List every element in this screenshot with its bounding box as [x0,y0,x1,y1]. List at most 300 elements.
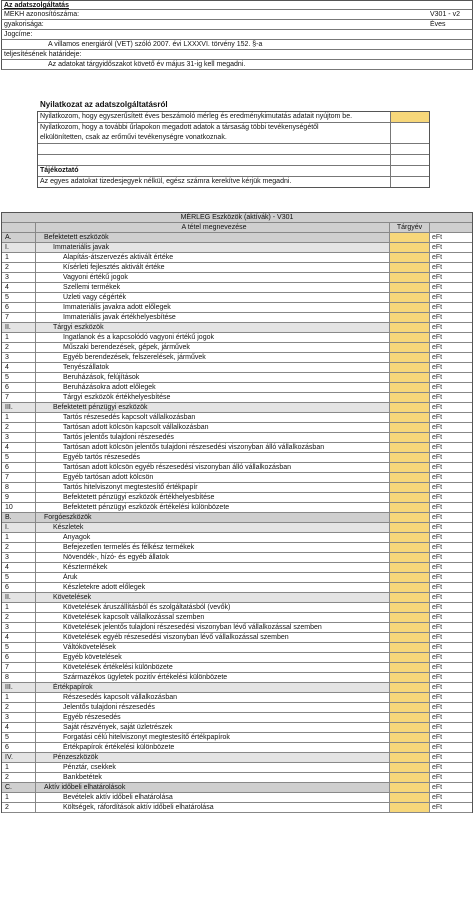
row-number: II. [2,323,36,332]
table-row [2,763,472,773]
declaration-row [38,144,429,155]
row-label: Tartósan adott kölcsön jelentős tulajdoni részesedési viszonyban álló vállalkozásban [63,444,325,451]
row-label: Aktív időbeli elhatárolások [44,784,126,791]
value-input-cell[interactable] [390,233,430,242]
table-title-row [2,213,472,223]
unit-label: eFt [432,244,443,251]
unit-label: eFt [432,504,443,511]
table-row [2,273,472,283]
row-number: 6 [2,383,36,392]
value-input-cell[interactable] [390,403,430,412]
row-name-cell [36,473,390,482]
unit-label: eFt [432,794,443,801]
table-row [2,783,472,793]
unit-label: eFt [432,354,443,361]
row-label: Követelések [53,594,92,601]
value-input-cell[interactable] [390,493,430,502]
row-label: Saját részvények, saját üzletrészek [63,724,173,731]
unit-label: eFt [432,594,443,601]
row-label: Értékpapírok értékelési különbözete [63,744,175,751]
row-number: 4 [2,363,36,372]
row-number: 6 [2,583,36,592]
table-row [2,753,472,763]
row-label: Pénztár, csekkek [63,764,116,771]
table-row [2,353,472,363]
declaration-text: Az egyes adatokat tizedesjegyek nélkül, egész számra kerekítve kérjük megadni. [40,178,292,185]
value-input-cell[interactable] [390,313,430,322]
value-input-cell[interactable] [390,303,430,312]
value-input-cell[interactable] [390,553,430,562]
row-number: 5 [2,733,36,742]
row-name-cell [36,623,390,632]
row-name-cell [36,543,390,552]
row-label: Növendék-, hízó- és egyéb állatok [63,554,169,561]
row-name-cell [36,503,390,512]
row-name-cell [36,713,390,722]
row-name-cell [36,483,390,492]
unit-label: eFt [432,584,443,591]
declaration-text: Tájékoztató [40,167,79,174]
row-number: 6 [2,463,36,472]
value-input-cell[interactable] [390,333,430,342]
row-name-cell [36,683,390,692]
value-input-cell[interactable] [390,593,430,602]
row-number: 2 [2,343,36,352]
row-number: 3 [2,553,36,562]
row-name-cell [36,733,390,742]
value-input-cell[interactable] [390,483,430,492]
row-number: 2 [2,803,36,812]
unit-label: eFt [432,454,443,461]
unit-label: eFt [432,444,443,451]
declaration-empty-cell [390,123,429,143]
header-row-legal [1,30,473,40]
row-number: 10 [2,503,36,512]
row-label: Követelések egyéb részesedési viszonyban lévő vállalkozással szemben [63,634,289,641]
row-number: I. [2,243,36,252]
row-label: Bankbetétek [63,774,102,781]
value-input-cell[interactable] [390,583,430,592]
row-number: A. [2,233,36,242]
row-number: 2 [2,543,36,552]
table-row [2,443,472,453]
unit-label: eFt [432,524,443,531]
row-name-cell [36,783,390,792]
row-number: 1 [2,333,36,342]
declaration-text: elkülönítetten, csak az erőművi tevékenységre vonatkoznak. [40,134,227,141]
value-input-cell[interactable] [390,723,430,732]
row-name-cell [36,383,390,392]
declaration-row [38,155,429,166]
row-name-cell [36,343,390,352]
value-input-cell[interactable] [390,633,430,642]
table-row [2,263,472,273]
value-input-cell[interactable] [390,273,430,282]
table-row [2,513,472,523]
value-input-cell[interactable] [390,663,430,672]
row-label: Vagyoni értékű jogok [63,274,128,281]
unit-label: eFt [432,434,443,441]
table-header-row [2,223,472,233]
row-name-cell [36,593,390,602]
row-number: II. [2,593,36,602]
row-name-cell [36,263,390,272]
row-number: 4 [2,443,36,452]
row-name-cell [36,553,390,562]
row-label: Tárgyi eszközök [53,324,104,331]
row-name-cell [36,413,390,422]
table-row [2,333,472,343]
declaration-text: Nyilatkozom, hogy egyszerűsített éves beszámoló mérleg és eredménykimutatás adatait nyújtom be. [40,113,353,120]
row-label: Egyéb berendezések, felszerelések, járművek [63,354,206,361]
value-input-cell[interactable] [390,543,430,552]
row-number: 2 [2,423,36,432]
value-input-cell[interactable] [390,703,430,712]
header-title: Az adatszolgáltatás [1,0,473,10]
row-number: 3 [2,353,36,362]
row-number: 9 [2,493,36,502]
table-row [2,573,472,583]
row-label: Tárgyi eszközök értékhelyesbítése [63,394,171,401]
header-legal-label: Jogcíme: [4,31,33,38]
row-number: 6 [2,653,36,662]
row-label: Alapítás-átszervezés aktivált értéke [63,254,174,261]
row-label: Pénzeszközök [53,754,99,761]
row-name-cell [36,563,390,572]
row-name-cell [36,273,390,282]
row-name-cell [36,773,390,782]
unit-label: eFt [432,604,443,611]
row-number: 1 [2,603,36,612]
table-title: MÉRLEG Eszközök (aktívák) - V301 [180,214,294,221]
row-label: Anyagok [63,534,91,541]
table-row [2,553,472,563]
unit-label: eFt [432,644,443,651]
table-row [2,523,472,533]
row-number: III. [2,403,36,412]
row-name-cell [36,293,390,302]
unit-label: eFt [432,474,443,481]
value-input-cell[interactable] [390,733,430,742]
unit-label: eFt [432,414,443,421]
value-input-cell[interactable] [390,383,430,392]
unit-label: eFt [432,324,443,331]
table-row [2,533,472,543]
row-label: Származékos ügyletek pozitív értékelési különbözete [63,674,228,681]
table-row [2,493,472,503]
table-row [2,403,472,413]
unit-label: eFt [432,374,443,381]
row-number: III. [2,683,36,692]
row-label: Befektetett pénzügyi eszközök [53,404,148,411]
row-label: Váltókövetelések [63,644,116,651]
header-frequency-value: Éves [430,21,446,28]
value-input-cell[interactable] [390,343,430,352]
table-row [2,673,472,683]
table-row [2,693,472,703]
table-row [2,373,472,383]
row-name-cell [36,653,390,662]
row-name-cell [36,723,390,732]
row-name-cell [36,633,390,642]
declaration-title: Nyilatkozat az adatszolgáltatásról [40,100,168,109]
value-input-cell[interactable] [390,753,430,762]
row-name-cell [36,793,390,802]
row-number: 6 [2,743,36,752]
declaration-row [38,177,429,187]
unit-label: eFt [432,394,443,401]
row-name-cell [36,523,390,532]
value-input-cell[interactable] [390,603,430,612]
value-input-cell[interactable] [390,533,430,542]
value-input-cell[interactable] [390,243,430,252]
table-row [2,613,472,623]
value-input-cell[interactable] [390,563,430,572]
row-name-cell [36,583,390,592]
unit-label: eFt [432,334,443,341]
row-name-cell [36,433,390,442]
unit-label: eFt [432,514,443,521]
row-name-cell [36,603,390,612]
value-input-cell[interactable] [390,683,430,692]
row-label: Bevételek aktív időbeli elhatárolása [63,794,173,801]
unit-label: eFt [432,624,443,631]
row-name-cell [36,323,390,332]
row-number: 1 [2,413,36,422]
row-number: 3 [2,623,36,632]
row-name-cell [36,573,390,582]
value-input-cell[interactable] [390,773,430,782]
value-input-cell[interactable] [390,713,430,722]
unit-label: eFt [432,484,443,491]
table-row [2,743,472,753]
header-row-id [1,10,473,20]
unit-label: eFt [432,364,443,371]
row-label: Befejezetlen termelés és félkész termékek [63,544,195,551]
row-label: Egyéb tartós részesedés [63,454,141,461]
row-label: Forgóeszközök [44,514,92,521]
row-label: Követelések értékelési különbözete [63,664,173,671]
value-input-cell[interactable] [390,463,430,472]
header-frequency-label: gyakorisága: [4,21,44,28]
value-input-cell[interactable] [390,473,430,482]
row-name-cell [36,463,390,472]
value-input-cell[interactable] [390,743,430,752]
row-number: 7 [2,313,36,322]
row-name-cell [36,533,390,542]
declaration-empty-cell [390,166,429,176]
table-row [2,643,472,653]
row-number: 5 [2,373,36,382]
value-input-cell[interactable] [390,283,430,292]
unit-label: eFt [432,404,443,411]
header-deadline-label: teljesítésének határideje: [1,50,473,60]
declaration-checkbox-field[interactable] [390,112,429,122]
row-label: Immateriális javak értékhelyesbítése [63,314,176,321]
form-header [1,0,473,70]
header-row-frequency [1,20,473,30]
row-label: Egyéb tartósan adott kölcsön [63,474,154,481]
value-input-cell[interactable] [390,443,430,452]
value-input-cell[interactable] [390,363,430,372]
value-input-cell[interactable] [390,513,430,522]
row-number: 2 [2,263,36,272]
unit-label: eFt [432,714,443,721]
value-input-cell[interactable] [390,573,430,582]
row-label: Követelések jelentős tulajdoni részesedési viszonyban lévő vállalkozással szemben [63,624,322,631]
row-name-cell [36,443,390,452]
table-row [2,453,472,463]
row-name-cell [36,403,390,412]
table-row [2,723,472,733]
value-input-cell[interactable] [390,643,430,652]
value-input-cell[interactable] [390,523,430,532]
row-label: Forgatási célú hitelviszonyt megtestesítő értékpapírok [63,734,230,741]
declaration-row [38,166,429,177]
row-label: Készletekre adott előlegek [63,584,146,591]
row-name-cell [36,493,390,502]
table-row [2,583,472,593]
row-number: 8 [2,483,36,492]
row-label: Költségek, ráfordítások aktív időbeli elhatárolása [63,804,214,811]
unit-label: eFt [432,574,443,581]
row-label: Ingatlanok és a kapcsolódó vagyoni értékű jogok [63,334,214,341]
row-name-cell [36,423,390,432]
value-input-cell[interactable] [390,793,430,802]
value-input-cell[interactable] [390,253,430,262]
unit-label: eFt [432,704,443,711]
value-input-cell[interactable] [390,413,430,422]
value-input-cell[interactable] [390,423,430,432]
row-name-cell [36,673,390,682]
row-label: Tartós hitelviszonyt megtestesítő értékpapír [63,484,198,491]
value-input-cell[interactable] [390,693,430,702]
value-input-cell[interactable] [390,293,430,302]
table-row [2,563,472,573]
unit-label: eFt [432,724,443,731]
row-label: Kísérleti fejlesztés aktivált értéke [63,264,165,271]
header-deadline: Az adatokat tárgyidőszakot követő év május 31-ig kell megadni. [1,60,473,70]
balance-sheet-table [1,212,473,813]
declaration-text: Nyilatkozom, hogy a további űrlapokon megadott adatok a társaság többi tevékenységétől [40,124,319,131]
row-name-cell [36,763,390,772]
unit-label: eFt [432,654,443,661]
value-input-cell[interactable] [390,763,430,772]
unit-label: eFt [432,564,443,571]
row-name-cell [36,643,390,652]
value-input-cell[interactable] [390,373,430,382]
unit-label: eFt [432,694,443,701]
row-name-cell [36,663,390,672]
row-label: Beruházásokra adott előlegek [63,384,156,391]
row-label: Immateriális javak [53,244,110,251]
row-name-cell [36,283,390,292]
row-label: Követelések kapcsolt vállalkozással szemben [63,614,205,621]
row-name-cell [36,353,390,362]
table-row [2,713,472,723]
row-number: 2 [2,773,36,782]
row-label: Tenyészállatok [63,364,109,371]
table-row [2,343,472,353]
value-input-cell[interactable] [390,623,430,632]
row-number: 1 [2,693,36,702]
table-row [2,233,472,243]
value-input-cell[interactable] [390,433,430,442]
unit-label: eFt [432,674,443,681]
row-number: 8 [2,673,36,682]
value-input-cell[interactable] [390,323,430,332]
row-name-cell [36,513,390,522]
unit-label: eFt [432,464,443,471]
row-number: 5 [2,643,36,652]
table-row [2,543,472,553]
value-input-cell[interactable] [390,503,430,512]
table-row [2,423,472,433]
row-label: Egyéb követelések [63,654,122,661]
declaration-box [37,111,430,188]
row-label: Jelentős tulajdoni részesedés [63,704,155,711]
row-name-cell [36,303,390,312]
row-number: B. [2,513,36,522]
table-row [2,283,472,293]
value-input-cell[interactable] [390,803,430,812]
row-label: Értékpapírok [53,684,93,691]
row-number: 1 [2,793,36,802]
row-number: 1 [2,533,36,542]
row-label: Szellemi termékek [63,284,121,291]
value-input-cell[interactable] [390,653,430,662]
row-number: 7 [2,663,36,672]
declaration-empty-cell [390,144,429,154]
row-name-cell [36,743,390,752]
header-id-value: V301 - v2 [430,11,460,18]
value-input-cell[interactable] [390,263,430,272]
row-number: 4 [2,283,36,292]
value-input-cell[interactable] [390,393,430,402]
value-input-cell[interactable] [390,613,430,622]
table-row [2,383,472,393]
row-number: 2 [2,613,36,622]
declaration-text [40,155,429,165]
unit-label: eFt [432,764,443,771]
row-label: Késztermékek [63,564,108,571]
row-name-cell [36,703,390,712]
value-input-cell[interactable] [390,783,430,792]
value-input-cell[interactable] [390,453,430,462]
value-input-cell[interactable] [390,353,430,362]
row-label: Tartósan adott kölcsön egyéb részesedési viszonyban álló vállalkozásban [63,464,292,471]
row-label: Követelések áruszállításból és szolgáltatásból (vevők) [63,604,231,611]
row-number: IV. [2,753,36,762]
row-name-cell [36,693,390,702]
unit-label: eFt [432,284,443,291]
table-row [2,433,472,443]
row-number: 3 [2,433,36,442]
table-row [2,303,472,313]
declaration-empty-cell [390,155,429,165]
row-number: 2 [2,703,36,712]
value-input-cell[interactable] [390,673,430,682]
table-row [2,683,472,693]
table-row [2,603,472,613]
row-number: 5 [2,573,36,582]
header-num-cell [2,223,36,232]
table-row [2,323,472,333]
unit-label: eFt [432,664,443,671]
row-label: Üzleti vagy cégérték [63,294,127,301]
table-row [2,293,472,303]
row-label: Műszaki berendezések, gépek, járművek [63,344,190,351]
